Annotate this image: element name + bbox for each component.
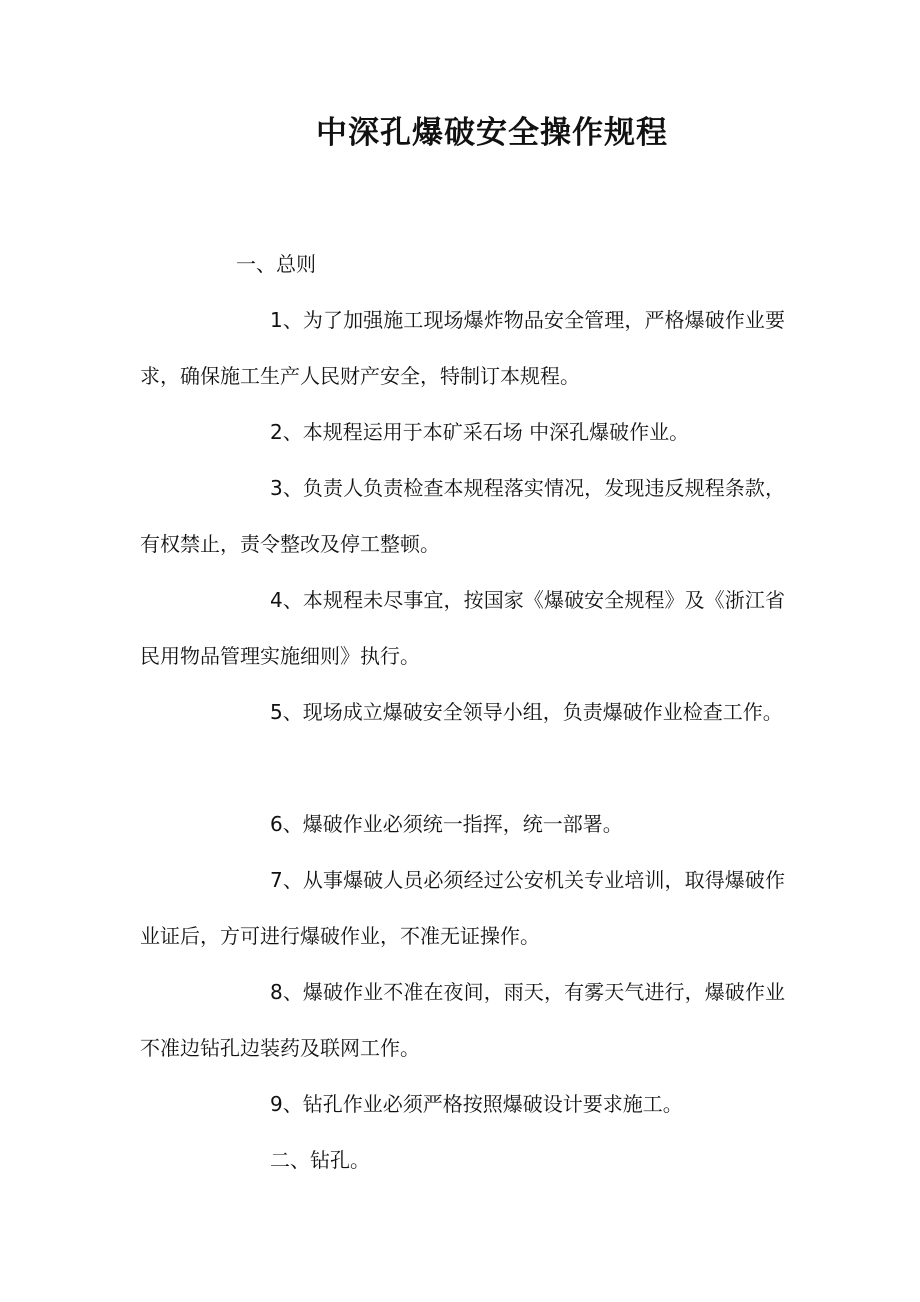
paragraph-item-4: 4、本规程未尽事宜，按国家《爆破安全规程》及《浙江省民用物品管理实施细则》执行。 [140,588,785,668]
document-title: 中深孔爆破安全操作规程 [316,115,668,151]
paragraph-item-3: 3、负责人负责检查本规程落实情况，发现违反规程条款，有权禁止，责令整改及停工整顿。 [140,476,785,556]
paragraph-item-2: 2、本规程运用于本矿采石场 中深孔爆破作业。 [270,420,690,444]
section-heading-general: 一、总则 [236,252,316,276]
paragraph-item-7: 7、从事爆破人员必须经过公安机关专业培训，取得爆破作业证后，方可进行爆破作业，不准无证操作。 [140,868,785,948]
section-heading-drilling: 二、钻孔。 [270,1148,370,1172]
paragraph-item-1: 1、为了加强施工现场爆炸物品安全管理，严格爆破作业要求，确保施工生产人民财产安全，特制订本规程。 [140,308,785,388]
paragraph-item-9: 9、钻孔作业必须严格按照爆破设计要求施工。 [270,1092,683,1116]
paragraph-item-5: 5、现场成立爆破安全领导小组，负责爆破作业检查工作。 [270,700,783,724]
paragraph-item-6: 6、爆破作业必须统一指挥，统一部署。 [270,812,623,836]
paragraph-item-8: 8、爆破作业不准在夜间，雨天，有雾天气进行，爆破作业不准边钻孔边装药及联网工作。 [140,980,785,1060]
